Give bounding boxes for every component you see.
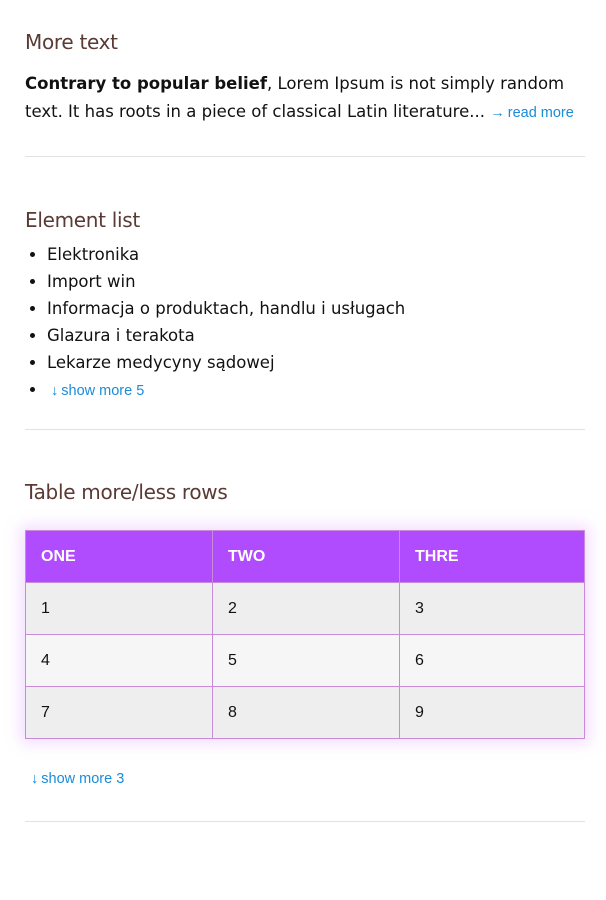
section-divider (25, 821, 585, 822)
more-text-bold: Contrary to popular belief (25, 74, 268, 93)
column-header: TWO (213, 531, 400, 583)
arrow-right-icon: → (490, 105, 505, 121)
table-cell: 4 (26, 635, 213, 687)
list-item: • Lekarze medycyny sądowej (47, 349, 585, 376)
more-text-heading: More text (25, 30, 118, 54)
more-text-body: , Lorem Ipsum is not simply random text. It has roots in a piece of classical Latin literature... (25, 74, 565, 121)
data-table (25, 530, 585, 739)
element-list-heading: Element list (25, 208, 140, 232)
read-more-label: read more (507, 105, 574, 121)
list-item: • Elektronika (47, 241, 585, 268)
data-table-container (25, 530, 585, 739)
column-header: THRE (400, 531, 585, 583)
table-heading: Table more/less rows (25, 480, 228, 504)
show-more-list-label: show more 5 (61, 383, 145, 399)
element-list-section (25, 157, 585, 430)
arrow-down-icon: ↓ (51, 383, 59, 399)
table-cell: 9 (400, 687, 585, 739)
table-cell: 2 (213, 583, 400, 635)
show-more-list-link[interactable] (51, 383, 144, 399)
table-show-more (25, 769, 585, 789)
table-cell: 6 (400, 635, 585, 687)
show-more-rows-label: show more 3 (41, 771, 125, 787)
element-list (25, 241, 585, 403)
table-header-row (26, 531, 585, 583)
list-item: • Import win (47, 268, 585, 295)
table-cell: 1 (26, 583, 213, 635)
column-header: ONE (26, 531, 213, 583)
arrow-down-icon: ↓ (31, 771, 39, 787)
table-row (26, 687, 585, 739)
table-cell: 8 (213, 687, 400, 739)
table-section (25, 430, 585, 822)
list-item: • Informacja o produktach, handlu i usługach (47, 295, 585, 322)
read-more-link[interactable] (490, 105, 574, 121)
more-text-paragraph (25, 70, 585, 127)
table-row (26, 635, 585, 687)
table-cell: 3 (400, 583, 585, 635)
show-more-rows-link[interactable] (31, 771, 124, 787)
list-item-show-more (47, 376, 585, 403)
list-item: • Glazura i terakota (47, 322, 585, 349)
table-cell: 7 (26, 687, 213, 739)
table-row (26, 583, 585, 635)
more-text-section (25, 0, 585, 157)
table-cell: 5 (213, 635, 400, 687)
